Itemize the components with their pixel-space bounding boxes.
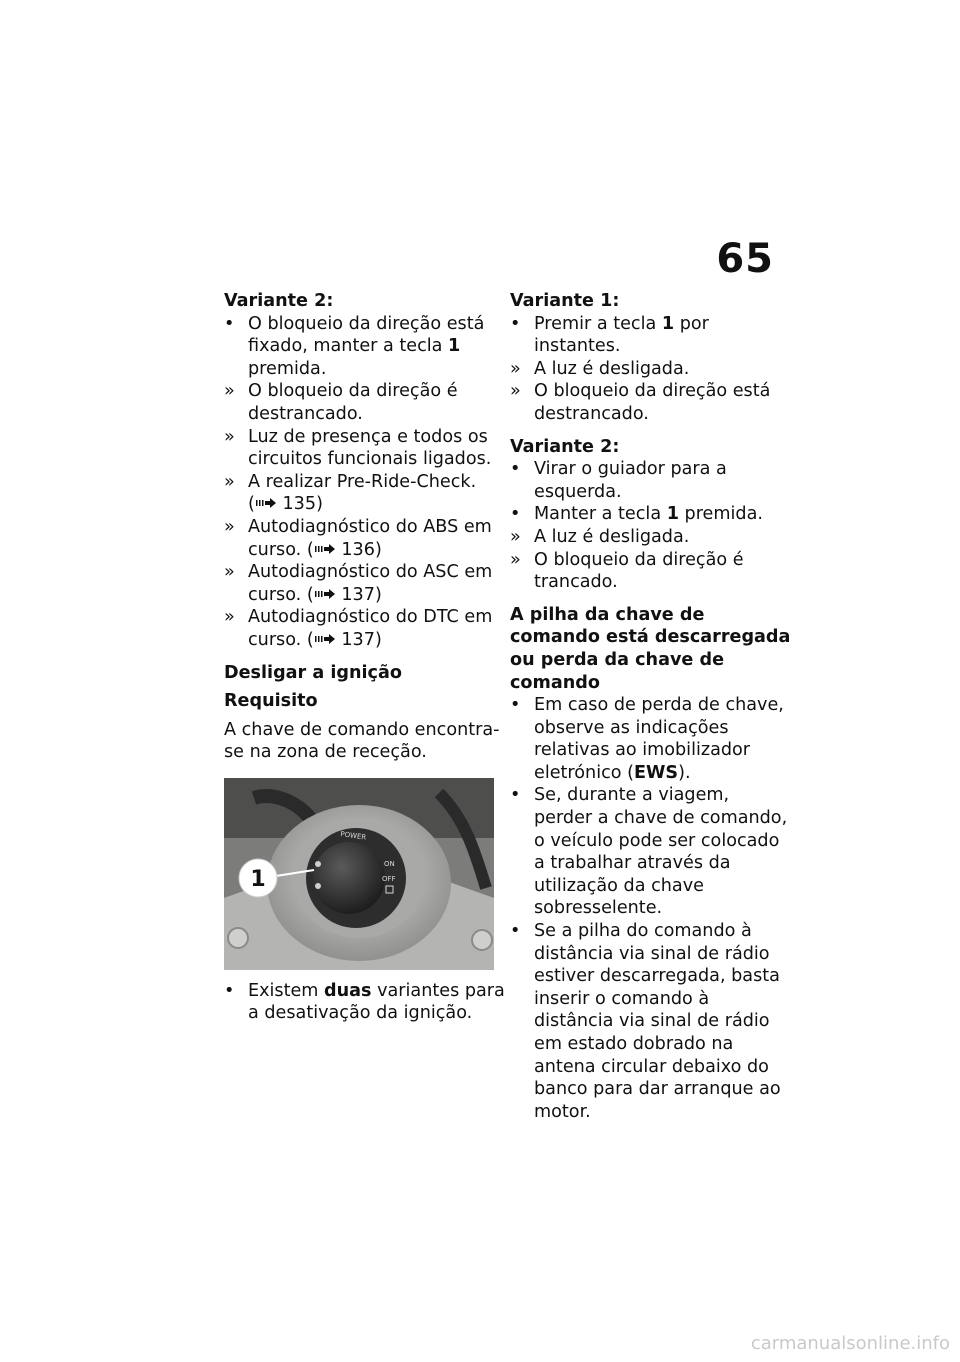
variant-2-list-right [510,458,792,594]
power-label: POWER [339,829,367,842]
list-item [510,458,792,503]
item-bold: 1 [661,313,675,334]
bullet-icon: • [510,921,521,942]
item-text: O bloqueio da direção é destrancado. [248,381,458,424]
list-item [510,358,792,381]
list-item [224,561,506,606]
list-item [224,426,506,471]
bullet-icon: • [224,980,235,1001]
footer-watermark: carmanualsonline.info [750,1333,950,1354]
variant-1-list [510,313,792,426]
result-arrow-icon: » [224,516,235,537]
item-text: O bloqueio da direção está fixado, manter a tecla [248,313,485,357]
result-arrow-icon: » [224,471,235,492]
list-item [224,516,506,561]
page-reference-number: 136 [341,539,375,560]
list-item [224,313,506,381]
item-bold: duas [324,980,372,1001]
list-item [224,606,506,651]
off-label: OFF [382,874,396,883]
page-reference-number: 137 [341,629,375,650]
list-item [510,503,792,526]
page-ref-arrow-icon [314,588,336,600]
list-item [510,784,792,920]
list-item [510,694,792,784]
result-arrow-icon: » [224,426,235,447]
item-text-after: premida. [678,504,763,525]
list-item [224,980,506,1025]
page-ref-arrow-icon [255,497,277,509]
item-text: Manter a tecla [534,504,667,525]
result-arrow-icon: » [510,526,521,547]
item-text-after: premida. [248,358,327,379]
item-text: Autodiagnóstico do ABS em curso. [248,516,492,560]
list-item [510,549,792,594]
page-number: 65 [716,236,774,282]
item-text: O bloqueio da direção está destrancado. [534,381,771,424]
switch-off-heading: Desligar a ignição [224,662,402,683]
list-item [510,526,792,549]
item-text: Em caso de perda de chave, observe as indicações relativas ao imobilizador eletrónico ( [534,695,784,783]
item-bold: EWS [633,762,679,783]
page-reference[interactable]: ( 136) [306,539,382,560]
item-text: Autodiagnóstico do DTC em curso. [248,607,493,650]
result-arrow-icon: » [510,381,521,402]
result-arrow-icon: » [224,607,235,628]
result-arrow-icon: » [224,562,235,583]
bullet-icon: • [510,459,521,480]
bullet-icon: • [224,313,235,334]
variant-2-heading: Variante 2: [224,291,334,311]
page-reference[interactable]: ( 137) [306,584,382,605]
item-bold: 1 [666,504,679,525]
page-reference[interactable]: ( 137) [306,629,382,650]
item-text-after: por instantes. [534,313,709,357]
after-figure-list [224,980,506,1025]
page-reference[interactable]: ( 135) [248,494,323,515]
result-arrow-icon: » [224,381,235,402]
item-text: Autodiagnóstico do ASC em curso. [248,562,493,605]
item-text: A realizar Pre-Ride-Check. [248,471,477,492]
list-item [224,471,506,516]
item-text: Premir a tecla [534,313,662,334]
item-text-after: variantes para a desativação da ignição. [248,980,505,1024]
right-column [510,290,792,1123]
list-item [510,380,792,425]
item-text: O bloqueio da direção é trancado. [534,549,744,593]
page-reference-number: 135 [282,494,317,515]
bullet-icon: • [510,313,521,334]
item-text: Se a pilha do comando à distância via sinal de rádio estiver descarregada, basta inserir o comando à distância via sinal de rádio em estado dobrado na antena circular debaixo do banco para dar arranque ao motor. [534,921,781,1122]
item-text: Virar o guiador para a esquerda. [534,459,727,502]
bullet-icon: • [510,785,521,806]
variant-2-list [224,313,506,652]
item-bold: 1 [448,336,461,357]
figure-callout: 1 [250,866,266,892]
variant-2-heading-right: Variante 2: [510,436,620,457]
ignition-switch-photo [224,778,494,970]
requirement-text: A chave de comando encontra-se na zona de receção. [224,719,500,763]
bullet-icon: • [510,504,521,525]
list-item [510,313,792,358]
item-text: Luz de presença e todos os circuitos funcionais ligados. [248,426,492,470]
battery-list [510,694,792,1123]
on-label: ON [384,859,395,868]
page-reference-number: 137 [341,584,375,605]
item-text-after: ). [678,762,691,783]
page-ref-arrow-icon [314,633,336,645]
item-text: A luz é desligada. [534,358,690,379]
variant-1-heading: Variante 1: [510,291,620,311]
requirement-heading: Requisito [224,691,318,712]
result-arrow-icon: » [510,549,521,570]
page-ref-arrow-icon [314,543,336,555]
battery-heading: A pilha da chave de comando está descarregada ou perda da chave de comando [510,604,791,693]
item-text: A luz é desligada. [534,526,690,547]
result-arrow-icon: » [510,358,521,379]
item-text: Existem [248,980,325,1001]
list-item [224,380,506,425]
list-item [510,920,792,1123]
left-column [224,290,506,1025]
bullet-icon: • [510,695,521,716]
item-text: Se, durante a viagem, perder a chave de comando, o veículo pode ser colocado a trabalhar através da utilização da chave sobresselente. [534,785,788,919]
